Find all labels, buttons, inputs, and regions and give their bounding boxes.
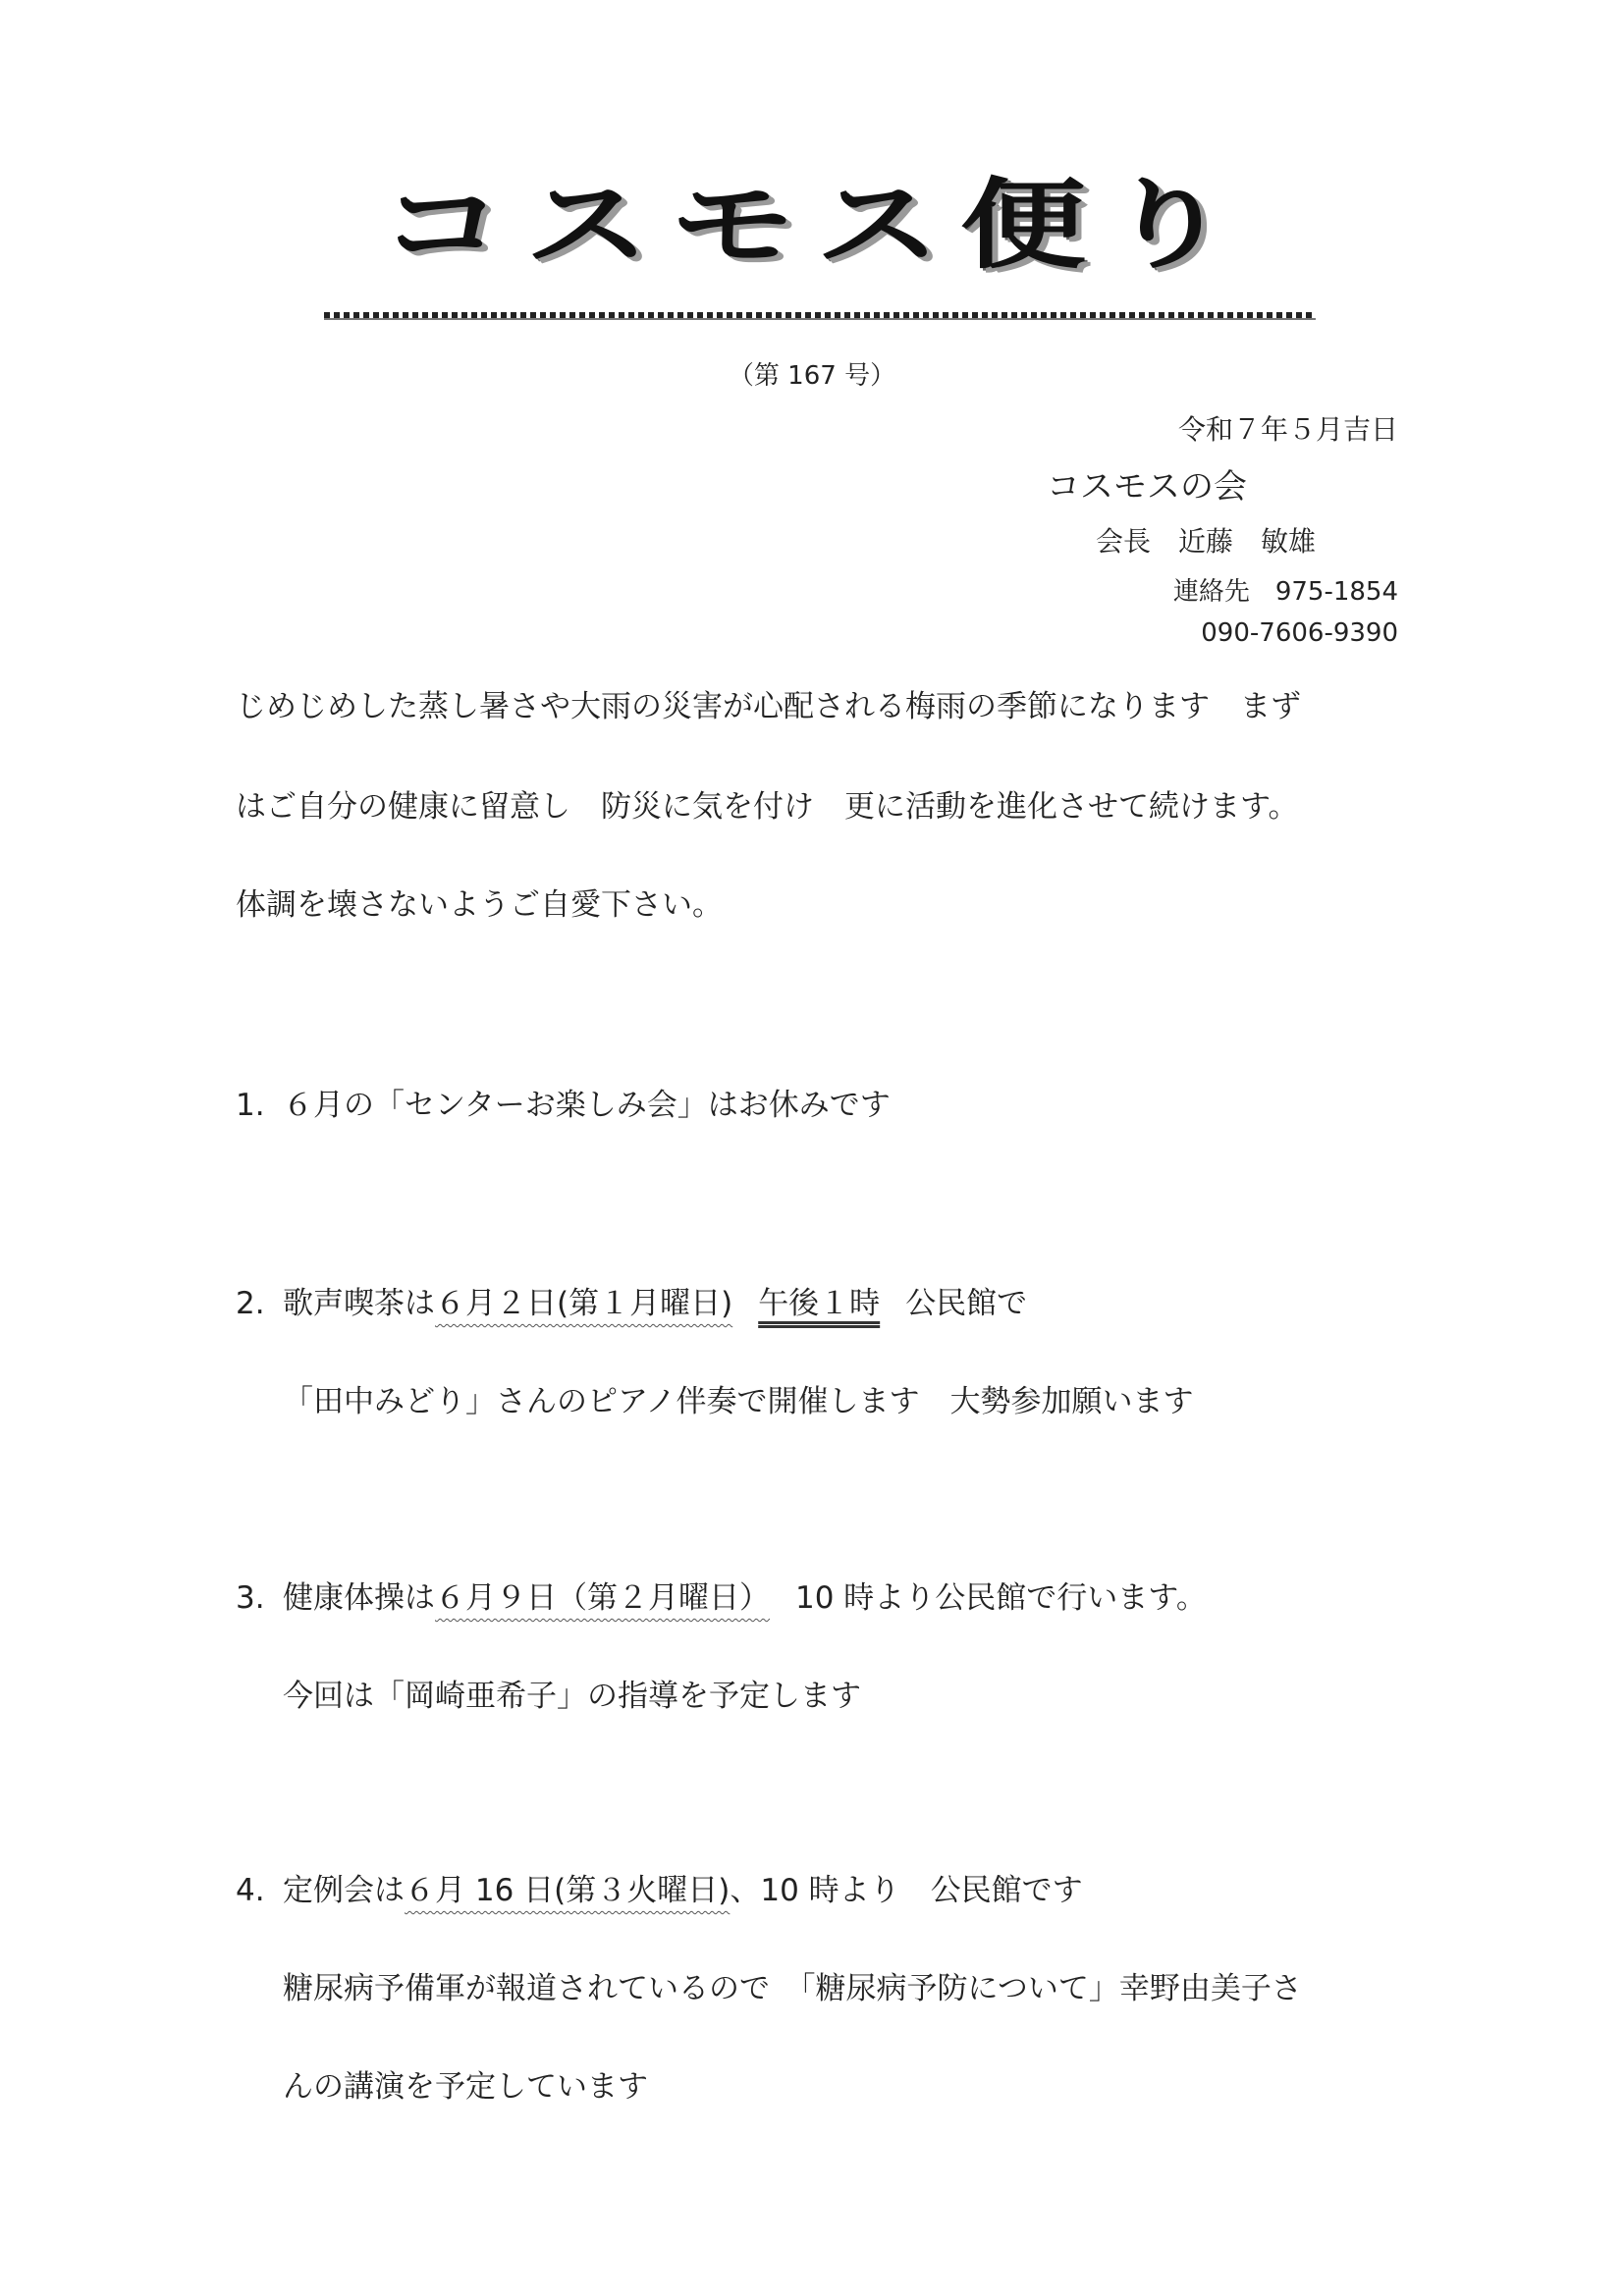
intro-line-3: 体調を壊さないようご自愛下さい。 xyxy=(236,887,723,923)
list-item-1 xyxy=(236,1080,891,1124)
title-dotted-rule xyxy=(324,312,1316,320)
item-number: 1. xyxy=(236,1088,265,1123)
event-date: ６月９日（第２月曜日） xyxy=(435,1580,770,1616)
issue-number: （第 167 号） xyxy=(728,361,896,391)
event-date: ６月２日(第１月曜日) xyxy=(435,1286,733,1321)
item-number: 4. xyxy=(236,1873,265,1908)
contact-phone: 連絡先 975-1854 xyxy=(1172,577,1398,607)
event-suffix: 10 時より公民館で行います。 xyxy=(795,1580,1207,1616)
item-4-detail-1: 糖尿病予備軍が報道されているので 「糖尿病予防について」幸野由美子さ xyxy=(283,1971,1302,2006)
intro-line-1: じめじめした蒸し暑さや大雨の災害が心配される梅雨の季節になります まず xyxy=(236,689,1301,724)
item-number: 3. xyxy=(236,1580,265,1616)
list-item-4 xyxy=(236,1865,1083,1909)
list-item-3 xyxy=(236,1573,1207,1617)
organization-name: コスモスの会 xyxy=(1047,467,1247,507)
list-item-2 xyxy=(236,1278,1027,1322)
newsletter-title: コスモス便り xyxy=(378,168,1251,283)
event-place: 公民館で xyxy=(905,1286,1028,1321)
item-2-detail: 「田中みどり」さんのピアノ伴奏で開催します 大勢参加願います xyxy=(283,1384,1194,1419)
chair-name: 会長 近藤 敏雄 xyxy=(1095,525,1316,558)
event-suffix: 、10 時より 公民館です xyxy=(730,1873,1083,1908)
item-text: ６月の「センターお楽しみ会」はお休みです xyxy=(283,1088,891,1123)
item-prefix: 歌声喫茶は xyxy=(283,1286,435,1321)
intro-line-2: はご自分の健康に留意し 防災に気を付け 更に活動を進化させて続けます。 xyxy=(236,789,1299,825)
event-time: 午後１時 xyxy=(758,1286,881,1321)
item-3-detail: 今回は「岡崎亜希子」の指導を予定します xyxy=(283,1679,861,1714)
contact-mobile: 090-7606-9390 xyxy=(1201,618,1398,648)
event-date: ６月 16 日(第３火曜日) xyxy=(405,1873,731,1908)
item-prefix: 健康体操は xyxy=(283,1580,435,1616)
item-number: 2. xyxy=(236,1286,265,1321)
issue-date: 令和７年５月吉日 xyxy=(1177,413,1398,446)
item-prefix: 定例会は xyxy=(283,1873,405,1908)
item-4-detail-2: んの講演を予定しています xyxy=(283,2069,648,2105)
